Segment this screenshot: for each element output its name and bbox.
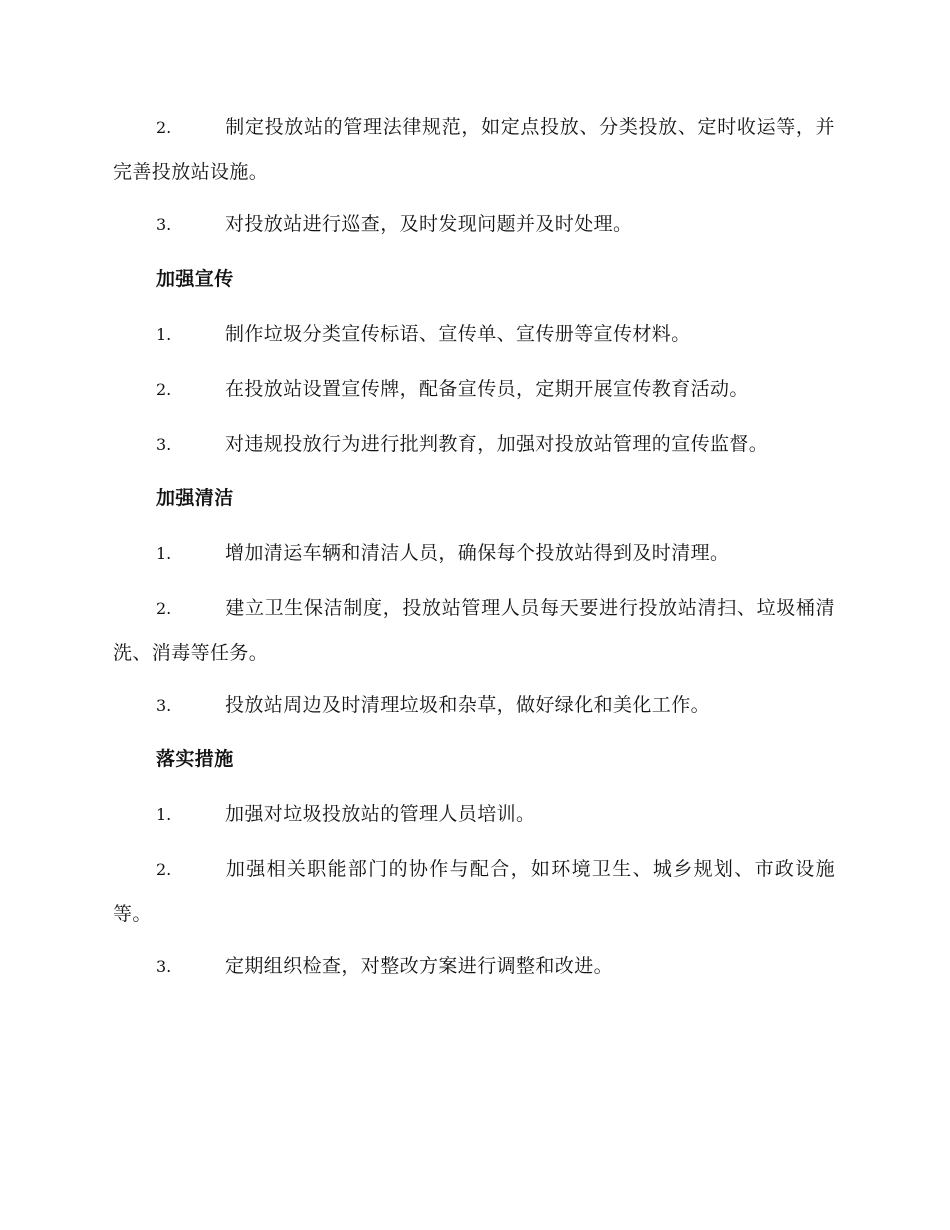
list-number: 3. [156, 957, 172, 976]
list-number: 2. [156, 599, 172, 618]
list-item [113, 792, 835, 837]
list-item [113, 202, 835, 247]
list-text: 定期组织检查，对整改方案进行调整和改进。 [225, 955, 614, 977]
section-heading: 加强清洁 [156, 487, 234, 509]
list-number: 1. [156, 805, 172, 824]
list-item [113, 312, 835, 357]
list-text: 加强对垃圾投放站的管理人员培训。 [225, 803, 536, 825]
section-heading: 落实措施 [156, 748, 234, 770]
list-text: 对投放站进行巡查，及时发现问题并及时处理。 [225, 213, 633, 235]
list-text: 制定投放站的管理法律规范，如定点投放、分类投放、定时收运等，并完善投放站设施。 [113, 116, 835, 183]
list-text: 制作垃圾分类宣传标语、宣传单、宣传册等宣传材料。 [225, 323, 691, 345]
list-item [113, 944, 835, 989]
list-item [113, 367, 835, 412]
list-number: 3. [156, 696, 172, 715]
list-text: 增加清运车辆和清洁人员，确保每个投放站得到及时清理。 [225, 542, 730, 564]
list-text: 在投放站设置宣传牌，配备宣传员，定期开展宣传教育活动。 [225, 378, 749, 400]
list-item [113, 531, 835, 576]
list-text: 对违规投放行为进行批判教育，加强对投放站管理的宣传监督。 [225, 433, 769, 455]
list-number: 2. [156, 118, 172, 137]
list-item [113, 422, 835, 467]
list-number: 3. [156, 435, 172, 454]
list-number: 2. [156, 380, 172, 399]
list-number: 2. [156, 860, 172, 879]
list-number: 1. [156, 544, 172, 563]
list-item [113, 586, 835, 675]
list-text: 投放站周边及时清理垃圾和杂草，做好绿化和美化工作。 [225, 694, 711, 716]
list-item [113, 105, 835, 194]
list-text: 建立卫生保洁制度，投放站管理人员每天要进行投放站清扫、垃圾桶清洗、消毒等任务。 [113, 597, 835, 664]
list-text: 加强相关职能部门的协作与配合，如环境卫生、城乡规划、市政设施等。 [113, 858, 835, 925]
list-item [113, 683, 835, 728]
list-number: 3. [156, 215, 172, 234]
section-heading: 加强宣传 [156, 268, 234, 290]
list-item [113, 847, 835, 936]
list-number: 1. [156, 325, 172, 344]
